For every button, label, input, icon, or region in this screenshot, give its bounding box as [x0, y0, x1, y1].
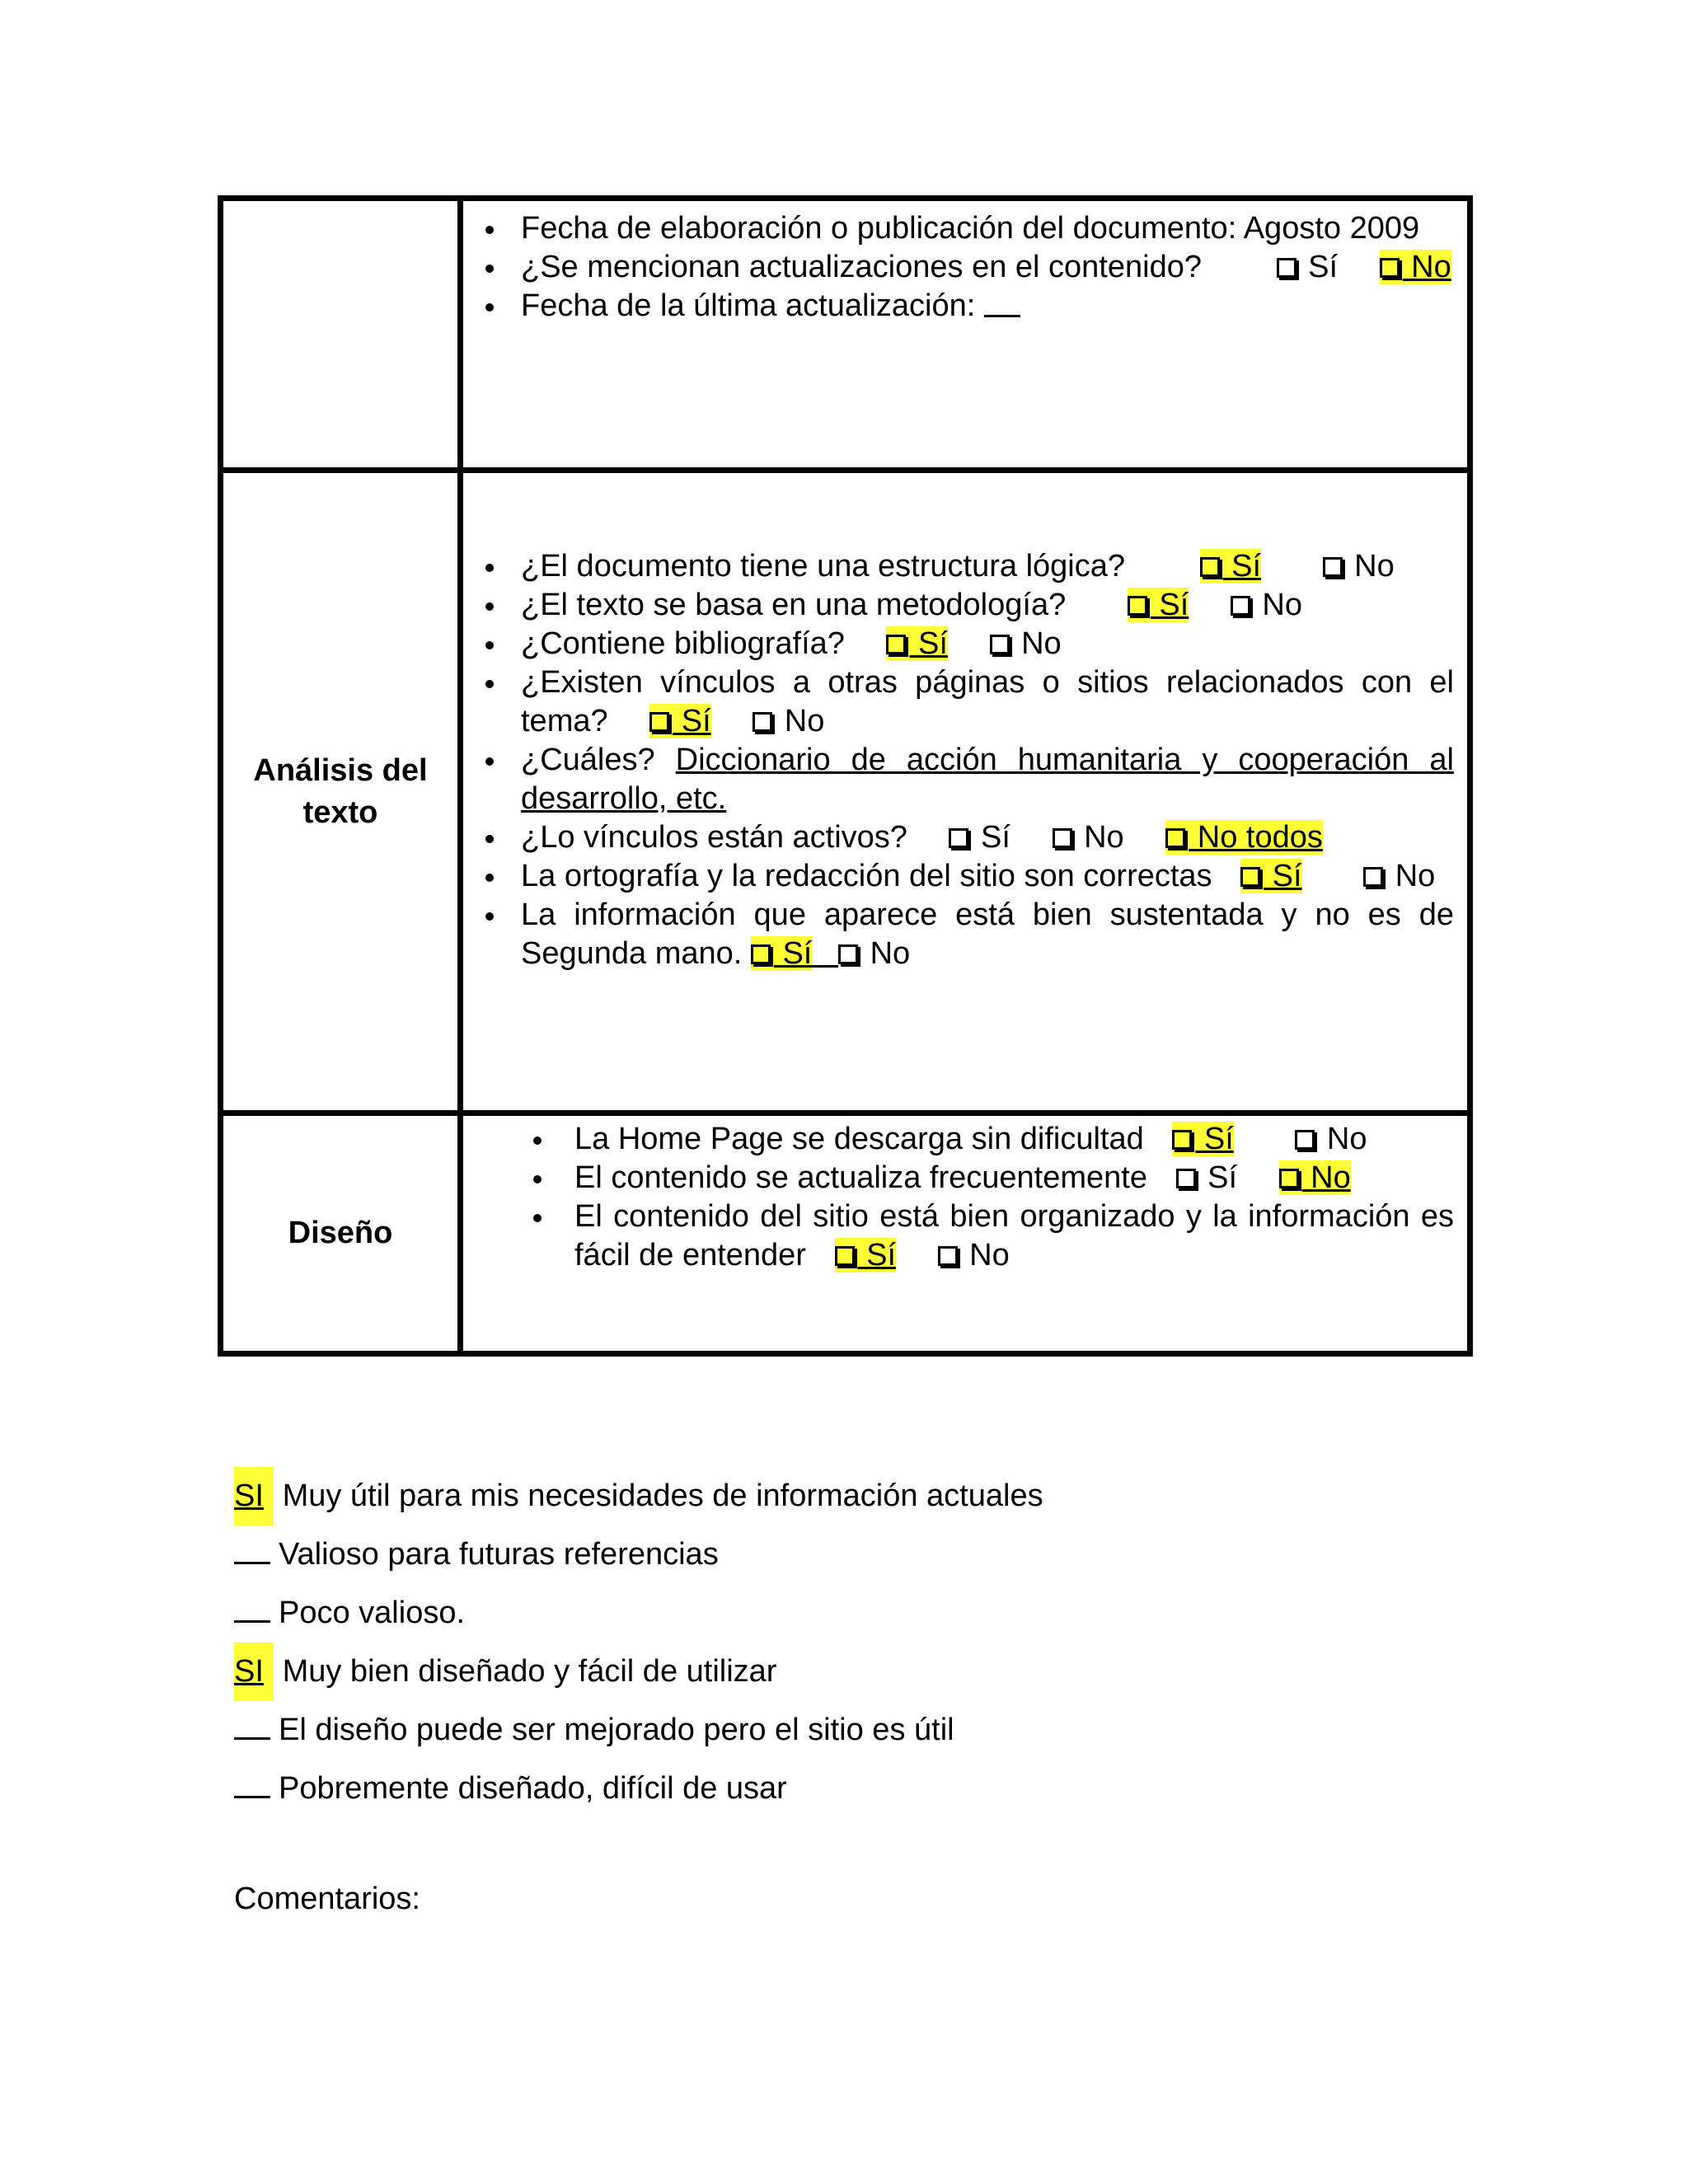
option-no[interactable]: No	[938, 1238, 1010, 1272]
checkbox-icon[interactable]	[990, 635, 1010, 654]
checkbox-icon[interactable]	[649, 712, 669, 732]
row-content-analisis	[463, 473, 1467, 1116]
list-item: La información que aparece está bien sustentada y no es de Segunda mano. Sí No	[463, 896, 1467, 973]
option-no[interactable]: No	[1323, 549, 1395, 583]
option-no[interactable]: No	[753, 704, 824, 738]
evaluation-table	[218, 195, 1473, 1357]
blank-mark[interactable]	[234, 1701, 270, 1740]
option-no-selected[interactable]: No	[1279, 1160, 1351, 1195]
option-no[interactable]: No	[1363, 859, 1435, 893]
checkbox-icon[interactable]	[1323, 557, 1343, 577]
section-title-analisis: Análisis del texto	[253, 752, 428, 830]
checkbox-icon[interactable]	[1295, 1130, 1315, 1150]
row-label-dates	[223, 201, 463, 473]
rating-option[interactable]: Poco valioso.	[234, 1584, 1043, 1643]
checkbox-icon[interactable]	[751, 944, 771, 964]
checkbox-icon[interactable]	[949, 828, 968, 848]
blank-mark[interactable]	[234, 1760, 270, 1798]
list-item: Fecha de la última actualización:	[463, 287, 1467, 326]
option-si[interactable]: Sí	[949, 820, 1010, 855]
list-item: La ortografía y la redacción del sitio son correctas Sí No	[463, 857, 1467, 896]
list-item: ¿Contiene bibliografía? Sí No	[463, 625, 1467, 663]
ratings-list	[234, 1467, 1043, 1818]
list-item: ¿El documento tiene una estructura lógica? Sí No	[463, 547, 1467, 586]
checkbox-icon[interactable]	[1172, 1130, 1192, 1150]
checkbox-icon[interactable]	[1363, 867, 1383, 887]
checkbox-icon[interactable]	[1200, 557, 1220, 577]
rating-option[interactable]: El diseño puede ser mejorado pero el sitio es útil	[234, 1701, 1043, 1760]
option-si-selected[interactable]: Sí	[1172, 1122, 1233, 1156]
row-content-diseno	[463, 1116, 1467, 1351]
list-item: La Home Page se descarga sin dificultad Sí No	[463, 1120, 1467, 1159]
list-item: ¿El texto se basa en una metodología? Sí No	[463, 586, 1467, 625]
option-si-selected[interactable]: Sí	[886, 626, 947, 661]
option-no[interactable]: No	[990, 626, 1062, 661]
list-item: El contenido se actualiza frecuentemente Sí No	[463, 1159, 1467, 1197]
checkbox-icon[interactable]	[1176, 1169, 1196, 1188]
row-content-dates	[463, 201, 1467, 473]
checkbox-icon[interactable]	[1279, 1169, 1299, 1188]
selected-mark[interactable]: SI	[234, 1467, 274, 1526]
checkbox-icon[interactable]	[1165, 828, 1185, 848]
option-no[interactable]: No	[1231, 588, 1302, 622]
blank-mark[interactable]	[234, 1526, 270, 1564]
blank-field[interactable]	[984, 287, 1020, 317]
blank-mark[interactable]	[234, 1584, 270, 1623]
option-no-selected[interactable]: No	[1380, 250, 1451, 284]
checkbox-icon[interactable]	[1240, 867, 1260, 887]
row-label-diseno	[223, 1116, 463, 1351]
section-title-diseno: Diseño	[288, 1216, 393, 1250]
option-si-selected[interactable]: Sí	[1240, 859, 1301, 893]
rating-option[interactable]: Valioso para futuras referencias	[234, 1526, 1043, 1584]
checkbox-icon[interactable]	[886, 635, 906, 654]
rating-option[interactable]: Pobremente diseñado, difícil de usar	[234, 1760, 1043, 1818]
option-no[interactable]: No	[1053, 820, 1124, 855]
list-item: Fecha de elaboración o publicación del documento: Agosto 2009	[463, 209, 1467, 248]
option-si-selected[interactable]: Sí	[835, 1238, 896, 1272]
option-si-selected[interactable]: Sí	[751, 936, 812, 971]
option-si[interactable]: Sí	[1277, 250, 1338, 284]
comments-label: Comentarios:	[234, 1882, 420, 1916]
row-label-analisis	[223, 473, 463, 1116]
checkbox-icon[interactable]	[938, 1246, 958, 1266]
option-no-todos-selected[interactable]: No todos	[1165, 820, 1323, 855]
selected-mark[interactable]: SI	[234, 1643, 274, 1701]
list-item: ¿Lo vínculos están activos? Sí No No todos	[463, 818, 1467, 857]
checkbox-icon[interactable]	[1128, 596, 1147, 616]
option-no[interactable]: No	[1295, 1122, 1367, 1156]
list-item: ¿Cuáles? Diccionario de acción humanitaria y cooperación al desarrollo, etc.	[463, 741, 1467, 818]
list-item: ¿Existen vínculos a otras páginas o sitios relacionados con el tema? Sí No	[463, 663, 1467, 741]
list-item: El contenido del sitio está bien organizado y la información es fácil de entender Sí No	[463, 1197, 1467, 1275]
list-item: ¿Se mencionan actualizaciones en el contenido? Sí No	[463, 248, 1467, 287]
rating-option[interactable]: SI Muy útil para mis necesidades de información actuales	[234, 1467, 1043, 1526]
option-si-selected[interactable]: Sí	[1128, 588, 1189, 622]
checkbox-icon[interactable]	[838, 944, 858, 964]
links-answer: Diccionario de acción humanitaria y cooperación al desarrollo, etc.	[521, 743, 1454, 816]
option-si-selected[interactable]: Sí	[649, 704, 710, 738]
checkbox-icon[interactable]	[1053, 828, 1072, 848]
option-si-selected[interactable]: Sí	[1200, 549, 1261, 583]
option-si[interactable]: Sí	[1176, 1160, 1237, 1195]
checkbox-icon[interactable]	[1380, 258, 1400, 278]
rating-option[interactable]: SI Muy bien diseñado y fácil de utilizar	[234, 1643, 1043, 1701]
checkbox-icon[interactable]	[753, 712, 772, 732]
checkbox-icon[interactable]	[835, 1246, 855, 1266]
checkbox-icon[interactable]	[1277, 258, 1296, 278]
checkbox-icon[interactable]	[1231, 596, 1250, 616]
option-no[interactable]: No	[838, 936, 910, 971]
